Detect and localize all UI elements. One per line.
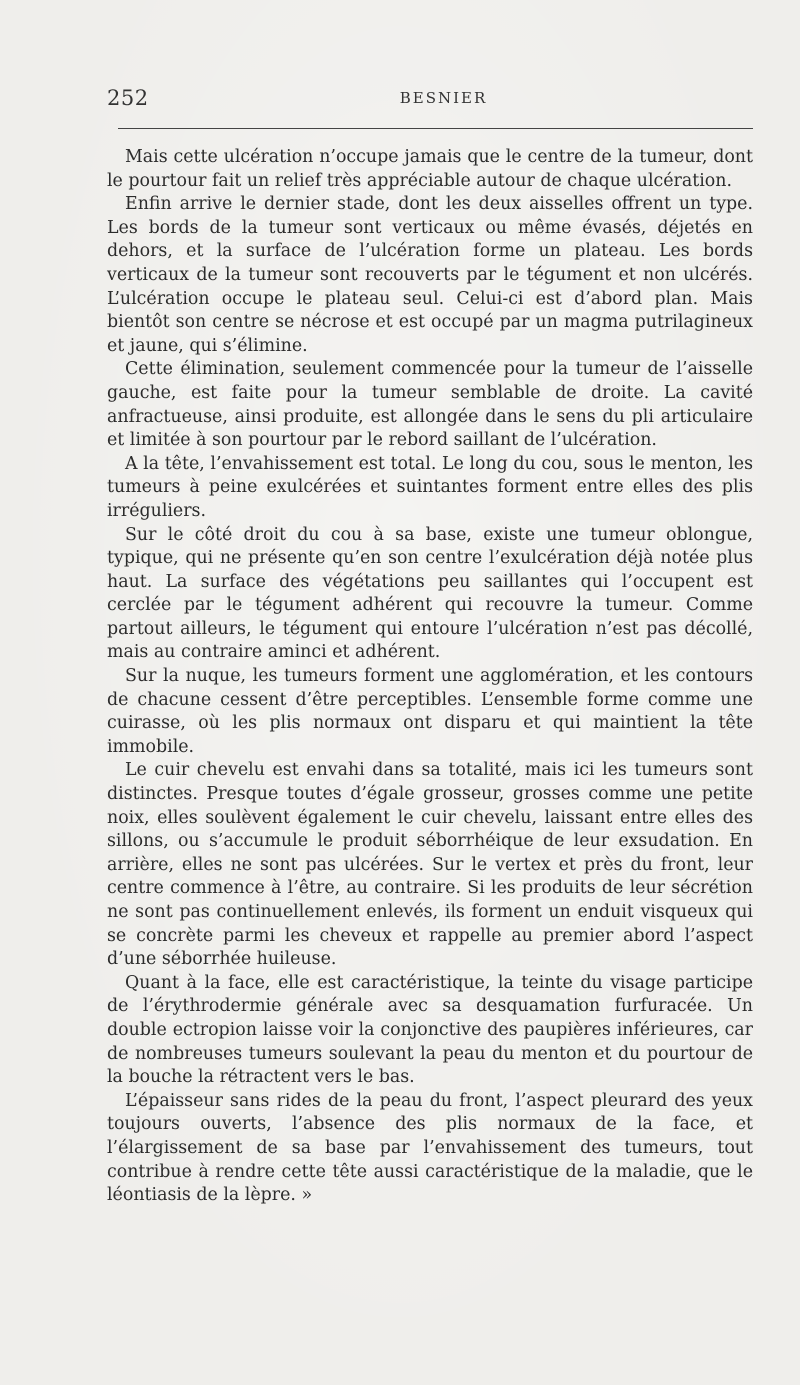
paragraph: Sur le côté droit du cou à sa base, existe une tumeur oblongue, typique, qui ne présente qu’en son centre l’exulcération déjà notée plus haut. La surface des végétations peu saillantes qui l’occupent est cerclée par le tégument adhérent qui recouvre la tumeur. Comme partout ailleurs, le tégument qui entoure l’ulcération n’est pas décollé, mais au contraire aminci et adhérent. [107, 524, 753, 663]
paragraph: Le cuir chevelu est envahi dans sa totalité, mais ici les tumeurs sont distinctes. Presque toutes d’égale grosseur, grosses comme une petite noix, elles soulèvent également le cuir chevelu, laissant entre elles des sillons, ou s’accumule le produit séborrhéique de leur exsudation. En arrière, elles ne sont pas ulcérées. Sur le vertex et près du front, leur centre commence à l’être, au contraire. Si les produits de leur sécrétion ne sont pas continuellement enlevés, ils forment un enduit visqueux qui se concrète parmi les cheveux et rappelle au premier abord l’aspect d’une séborrhée huileuse. [107, 760, 753, 970]
paragraph: A la tête, l’envahissement est total. Le long du cou, sous le menton, les tumeurs à peine exulcérées et suintantes forment entre elles des plis irréguliers. [107, 453, 753, 521]
paragraph: L’épaisseur sans rides de la peau du front, l’aspect pleurard des yeux toujours ouverts, l’absence des plis normaux de la face, et l’élargissement de sa base par l’envahissement des tumeurs, tout contribue à rendre cette tête aussi caractéristique de la maladie, que le léontiasis de la lèpre. » [107, 1090, 753, 1206]
paragraph: Quant à la face, elle est caractéristique, la teinte du visage participe de l’érythrodermie générale avec sa desquamation furfuracée. Un double ectropion laisse voir la conjonctive des paupières inférieures, car de nombreuses tumeurs soulevant la peau du menton et du pourtour de la bouche la rétractent vers le bas. [107, 972, 753, 1088]
page-number: 252 [107, 86, 149, 110]
paragraph: Cette élimination, seulement commencée pour la tumeur de l’aisselle gauche, est faite pour la tumeur semblable de droite. La cavité anfractueuse, ainsi produite, est allongée dans le sens du pli articulaire et limitée à son pourtour par le rebord saillant de l’ulcération. [107, 359, 753, 451]
body-text [107, 146, 753, 1208]
page-header [107, 86, 754, 114]
paragraph: Sur la nuque, les tumeurs forment une agglomération, et les contours de chacune cessent d’être perceptibles. L’ensemble forme comme une cuirasse, où les plis normaux ont disparu et qui maintient la tête immobile. [107, 666, 753, 757]
header-rule [118, 128, 753, 129]
paragraph: Mais cette ulcération n’occupe jamais que le centre de la tumeur, dont le pourtour fait un relief très appréciable autour de chaque ulcération. [107, 147, 753, 191]
paragraph: Enfin arrive le dernier stade, dont les deux aisselles offrent un type. Les bords de la tumeur sont verticaux ou même évasés, déjetés en dehors, et la surface de l’ulcération forme un plateau. Les bords verticaux de la tumeur sont recouverts par le tégument et non ulcérés. L’ulcération occupe le plateau seul. Celui-ci est d’abord plan. Mais bientôt son centre se nécrose et est occupé par un magma putrilagineux et jaune, qui s’élimine. [107, 194, 753, 356]
running-head: BESNIER [399, 89, 488, 107]
